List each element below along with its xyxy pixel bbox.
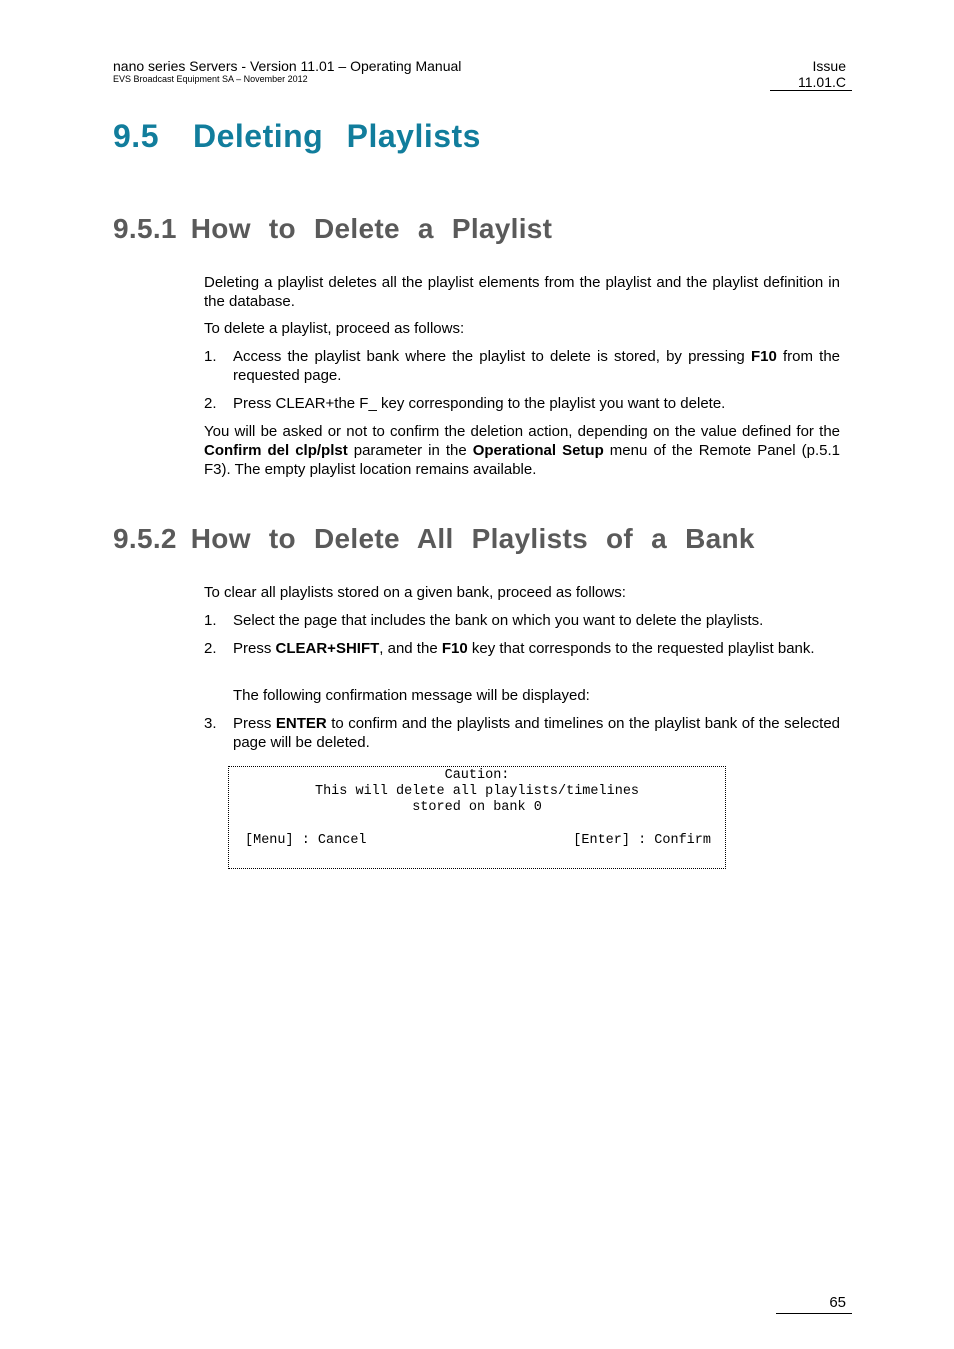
list-text: Access the playlist bank where the playlist to delete is stored, by pressing F10 from the requested page. bbox=[233, 348, 841, 384]
message-confirm-option: [Enter] : Confirm bbox=[573, 833, 711, 848]
list-number: 1. bbox=[204, 348, 217, 365]
list-item bbox=[204, 639, 840, 658]
proceed-paragraph: To clear all playlists stored on a given bank, proceed as follows: bbox=[204, 584, 626, 601]
list-item bbox=[204, 714, 840, 752]
subsection-heading-2 bbox=[113, 523, 755, 555]
message-line: This will delete all playlists/timelines bbox=[314, 784, 640, 799]
issue-number: 11.01.C bbox=[798, 74, 846, 90]
header-rule bbox=[770, 90, 852, 91]
list-text: Press ENTER to confirm and the playlists and timelines on the playlist bank of the selected page will be deleted. bbox=[233, 715, 841, 751]
message-caution: Caution: bbox=[444, 768, 510, 783]
confirmation-message-box bbox=[228, 766, 726, 869]
message-cancel-option: [Menu] : Cancel bbox=[245, 833, 367, 848]
subsection-number: 9.5.2 bbox=[113, 523, 177, 554]
proceed-paragraph: To delete a playlist, proceed as follows: bbox=[204, 320, 465, 337]
issue-label: Issue bbox=[812, 58, 846, 74]
subsection-number: 9.5.1 bbox=[113, 213, 177, 244]
list-text: Select the page that includes the bank on which you want to delete the playlists. bbox=[233, 612, 764, 629]
message-line: stored on bank 0 bbox=[412, 800, 542, 815]
list-number: 2. bbox=[204, 395, 217, 412]
section-heading bbox=[113, 118, 481, 155]
page-number: 65 bbox=[829, 1294, 846, 1311]
footer-rule bbox=[776, 1313, 852, 1314]
list-item bbox=[204, 347, 840, 385]
document-publisher: EVS Broadcast Equipment SA – November 2012 bbox=[113, 74, 308, 84]
intro-paragraph: Deleting a playlist deletes all the playlist elements from the playlist and the playlist definition in the database. bbox=[204, 274, 840, 310]
note-paragraph: You will be asked or not to confirm the deletion action, depending on the value defined for the Confirm del clp/plst parameter in the Operational Setup menu of the Remote Panel (p.5.1 F3). The empty playlist location remains available. bbox=[204, 423, 841, 478]
list-number: 2. bbox=[204, 640, 217, 657]
list-number: 1. bbox=[204, 612, 217, 629]
document-title: nano series Servers - Version 11.01 – Operating Manual bbox=[113, 58, 462, 74]
list-text: Press CLEAR+SHIFT, and the F10 key that corresponds to the requested playlist bank. bbox=[233, 640, 815, 657]
section-number: 9.5 bbox=[113, 118, 159, 154]
list-item bbox=[204, 611, 840, 630]
list-followup: The following confirmation message will be displayed: bbox=[233, 687, 590, 704]
list-text: Press CLEAR+the F_ key corresponding to the playlist you want to delete. bbox=[233, 395, 726, 412]
list-number: 3. bbox=[204, 715, 217, 732]
subsection-title: How to Delete a Playlist bbox=[190, 213, 553, 244]
section-title: Deleting Playlists bbox=[192, 118, 481, 154]
subsection-heading-1 bbox=[113, 213, 552, 245]
list-item bbox=[204, 394, 840, 413]
subsection-title: How to Delete All Playlists of a Bank bbox=[190, 523, 755, 554]
